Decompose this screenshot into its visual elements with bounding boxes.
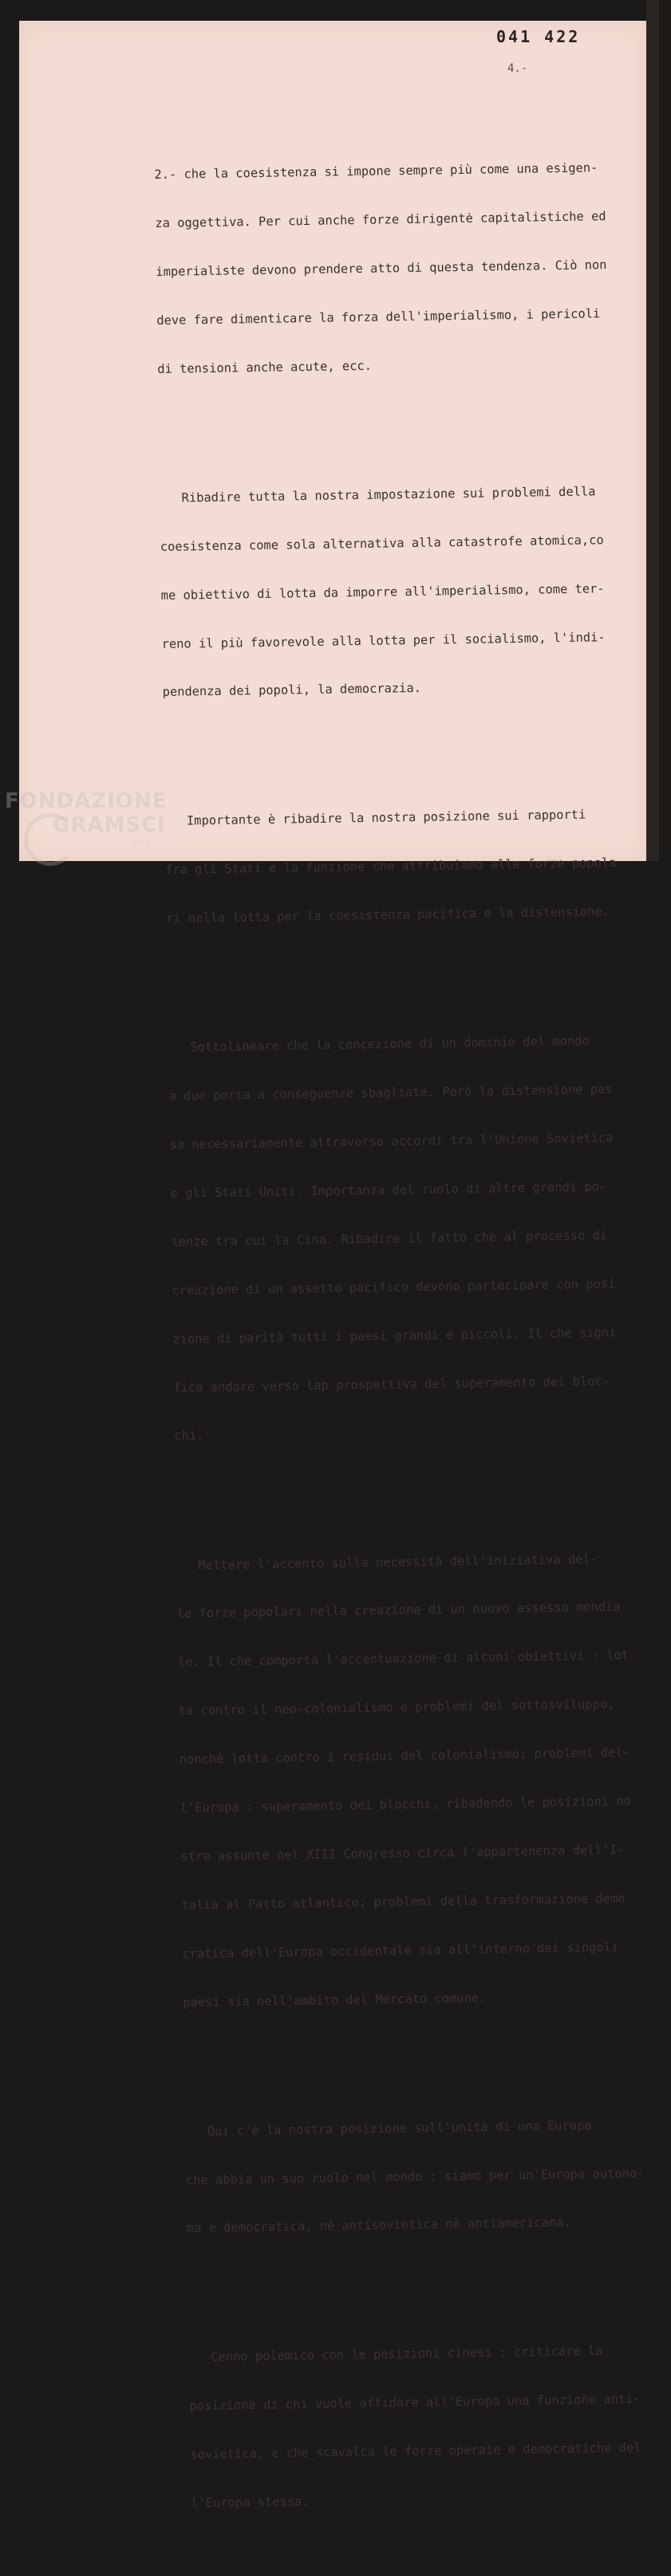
text-line: Cenno polemico con le posizioni cinesi : criticare la [188, 2343, 603, 2366]
text-line: sovietica, e che scavalca le forze operaie e democratiche del [190, 2440, 641, 2462]
text-line: creazione di un assetto pacifico devono partecipare con posi [172, 1276, 616, 1298]
scan-edge [646, 0, 659, 861]
paragraph [164, 773, 645, 959]
text-line: pendenza dei popoli, la democrazia. [162, 681, 422, 700]
text-line: fica andare verso lap prospettiva del superamento dei bloc- [173, 1373, 610, 1395]
paragraph [154, 127, 637, 409]
text-line: sa necessariamente attraverso accordi tra l'Unione Sovietica [169, 1131, 614, 1152]
text-line: reno il più favorevole alla lotta per il socialismo, l'indi- [161, 629, 606, 651]
watermark-line-2: GRAMSCI [53, 813, 166, 837]
archive-number: 041 422 [496, 27, 581, 46]
watermark [5, 789, 167, 837]
text-line: talia al Patto atlantico; problemi della trasformazione demo [181, 1890, 626, 1913]
text-line: ta contro il neo-colonialismo e problemi del sottosviluppo, [178, 1697, 615, 1718]
text-line: me obiettivo di lotta da imporre all'imperialismo, come ter- [160, 580, 605, 603]
page-number: 4.- [507, 62, 528, 75]
text-line: Sottolineare che la concezione di un dominio del mondo [168, 1033, 590, 1056]
text-line: Qui c'è la nostra posizione sull'unità di una Europa [184, 2118, 592, 2139]
paragraph [184, 2083, 665, 2269]
paragraph [168, 1000, 653, 1477]
watermark-line-1: FONDAZIONE [5, 789, 168, 813]
paragraph [176, 1517, 662, 2043]
text-line: deve fare dimenticare la forza dell'imperialismo, i pericoli [156, 306, 601, 328]
text-line: 2.- che la coesistenza si impone sempre più come una esigen- [154, 160, 598, 183]
text-line: Mettere l'accento sulla necessità dell'iniziativa del- [176, 1551, 598, 1573]
text-line: di tensioni anche acute, ecc. [157, 358, 373, 376]
paragraph [159, 450, 641, 733]
text-line: stre assunte nel XIII Congresso circa l'appartenenza dell'I- [180, 1842, 625, 1864]
paragraph [188, 2310, 670, 2544]
text-line: paesi sia nell'ambito del Mercato comune. [183, 1990, 487, 2010]
text-line: ma e democratica, nè antisovietica nè antiamericana. [186, 2215, 571, 2236]
text-line: le. Il che comporta l'accentuazione di alcuni obiettivi : lot [177, 1648, 630, 1670]
text-line: a due porta a conseguenze sbagliate. Però la distensione pas [168, 1082, 613, 1104]
text-line: coesistenza come sola alternativa alla catastrofe atomica,co [160, 532, 604, 554]
text-line: tenze tra cui la Cina. Ribadire il fatto che al processo di [171, 1228, 608, 1249]
text-line: l'Europa : superamento dei blocchi, ribadendo le posizioni no [180, 1793, 631, 1815]
text-line: za oggettiva. Per cui anche forze dirigentė capitalistiche ed [155, 209, 606, 231]
watermark-small: onlus [132, 839, 150, 846]
text-line: posizione di chi vuole affidare all'Europa una funzione anti- [189, 2392, 641, 2414]
text-line: cratica dell'Europa occidentale sia all'interno dei singoli [182, 1939, 619, 1961]
text-line: Ribadire tutta la nostra impostazione sui problemi della [159, 484, 596, 505]
text-line: Importante è ribadire la nostra posizione sui rapporti [164, 808, 586, 829]
typewritten-body [153, 95, 671, 2576]
text-line: e gli Stati Uniti. Importanza del ruolo di altre grandi po- [170, 1179, 607, 1201]
text-line: le forze popolari nella creazione di un nuovo assesso mondia [176, 1599, 621, 1622]
text-line: l'Europa stessa. [191, 2494, 310, 2511]
text-line: zione di parità tutti i paesi grandi e piccoli. Il che signi [172, 1324, 617, 1347]
text-line: ri nella lotta per la coesistenza pacifica e la distensione. [165, 904, 610, 926]
text-line: fra gli Stati e la funzione che attribuiamo alle forze popola [164, 855, 617, 878]
text-line: che abbia un suo ruolo nel mondo : siamo per un'Europa autono- [185, 2165, 645, 2188]
text-line: nonchè lotta contro i residui del colonialismo; problemi del- [179, 1744, 630, 1767]
text-line: chi. [174, 1428, 204, 1444]
text-line: imperialiste devono prendere atto di questa tendenza. Ciò non [156, 258, 607, 279]
